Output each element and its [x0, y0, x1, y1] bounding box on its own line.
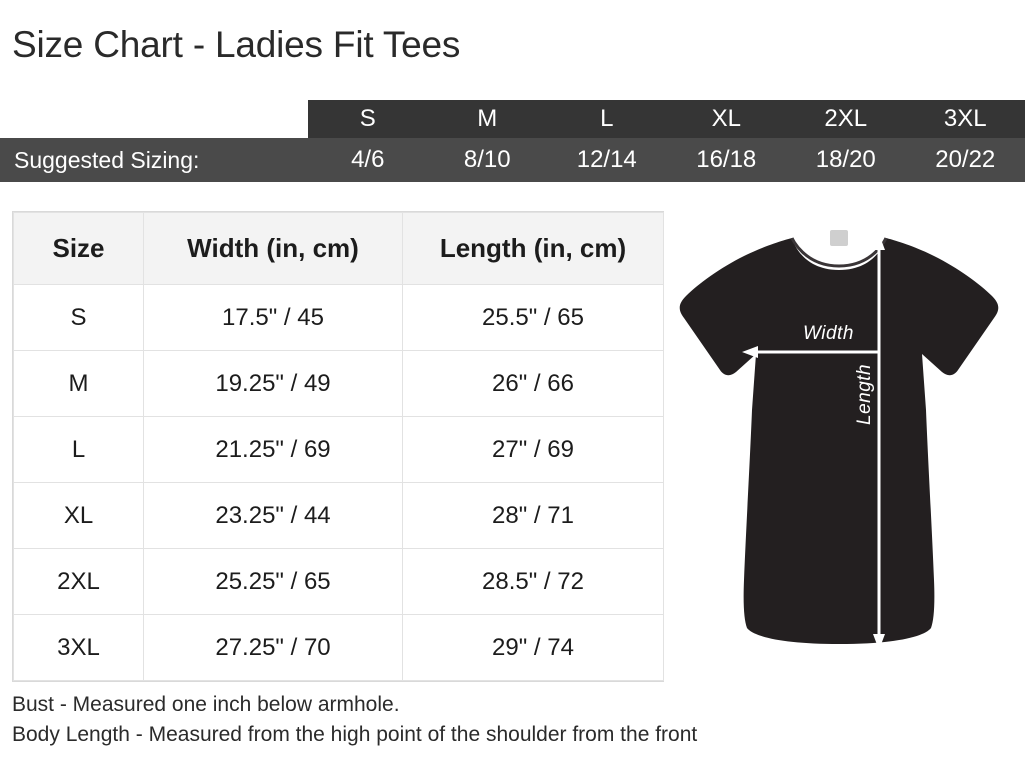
suggested-sizing-header-row: [0, 100, 1025, 138]
band-size-l: L: [547, 100, 667, 138]
band-value-xl: 16/18: [667, 138, 787, 182]
col-header-size: Size: [14, 213, 144, 285]
measurements-table: [13, 212, 664, 681]
table-row: [14, 549, 664, 615]
band-value-m: 8/10: [428, 138, 548, 182]
table-row: [14, 417, 664, 483]
note-body-length: Body Length - Measured from the high point of the shoulder from the front: [12, 722, 698, 746]
cell-length: 29" / 74: [403, 615, 664, 681]
suggested-sizing-band: [0, 100, 1025, 182]
band-size-3xl: 3XL: [906, 100, 1025, 138]
cell-length: 27" / 69: [403, 417, 664, 483]
width-measure-label: Width: [803, 323, 854, 344]
band-value-l: 12/14: [547, 138, 667, 182]
measurements-table-wrapper: [12, 211, 664, 682]
cell-size: M: [14, 351, 144, 417]
cell-size: 3XL: [14, 615, 144, 681]
cell-size: 2XL: [14, 549, 144, 615]
footnotes: [12, 690, 1012, 750]
band-size-s: S: [308, 100, 428, 138]
cell-width: 19.25" / 49: [144, 351, 403, 417]
band-value-s: 4/6: [308, 138, 428, 182]
length-measure-label: Length: [854, 363, 875, 425]
table-row: [14, 351, 664, 417]
suggested-sizing-label: Suggested Sizing:: [0, 138, 308, 182]
cell-width: 27.25" / 70: [144, 615, 403, 681]
cell-width: 17.5" / 45: [144, 285, 403, 351]
cell-size: S: [14, 285, 144, 351]
cell-width: 25.25" / 65: [144, 549, 403, 615]
cell-size: XL: [14, 483, 144, 549]
suggested-sizing-value-row: [0, 138, 1025, 182]
cell-width: 23.25" / 44: [144, 483, 403, 549]
col-header-width: Width (in, cm): [144, 213, 403, 285]
cell-width: 21.25" / 69: [144, 417, 403, 483]
cell-length: 25.5" / 65: [403, 285, 664, 351]
cell-length: 26" / 66: [403, 351, 664, 417]
table-header-row: [14, 213, 664, 285]
band-size-m: M: [428, 100, 548, 138]
cell-length: 28" / 71: [403, 483, 664, 549]
ladies-tee-icon: [664, 200, 1014, 670]
shirt-illustration: [664, 200, 1014, 670]
table-row: [14, 615, 664, 681]
band-size-2xl: 2XL: [786, 100, 906, 138]
band-size-xl: XL: [667, 100, 787, 138]
table-row: [14, 483, 664, 549]
page-title: Size Chart - Ladies Fit Tees: [12, 24, 461, 65]
band-value-2xl: 18/20: [786, 138, 906, 182]
band-spacer: [0, 100, 308, 138]
note-bust: Bust - Measured one inch below armhole.: [12, 693, 400, 716]
table-row: [14, 285, 664, 351]
cell-size: L: [14, 417, 144, 483]
col-header-length: Length (in, cm): [403, 213, 664, 285]
band-value-3xl: 20/22: [906, 138, 1025, 182]
cell-length: 28.5" / 72: [403, 549, 664, 615]
